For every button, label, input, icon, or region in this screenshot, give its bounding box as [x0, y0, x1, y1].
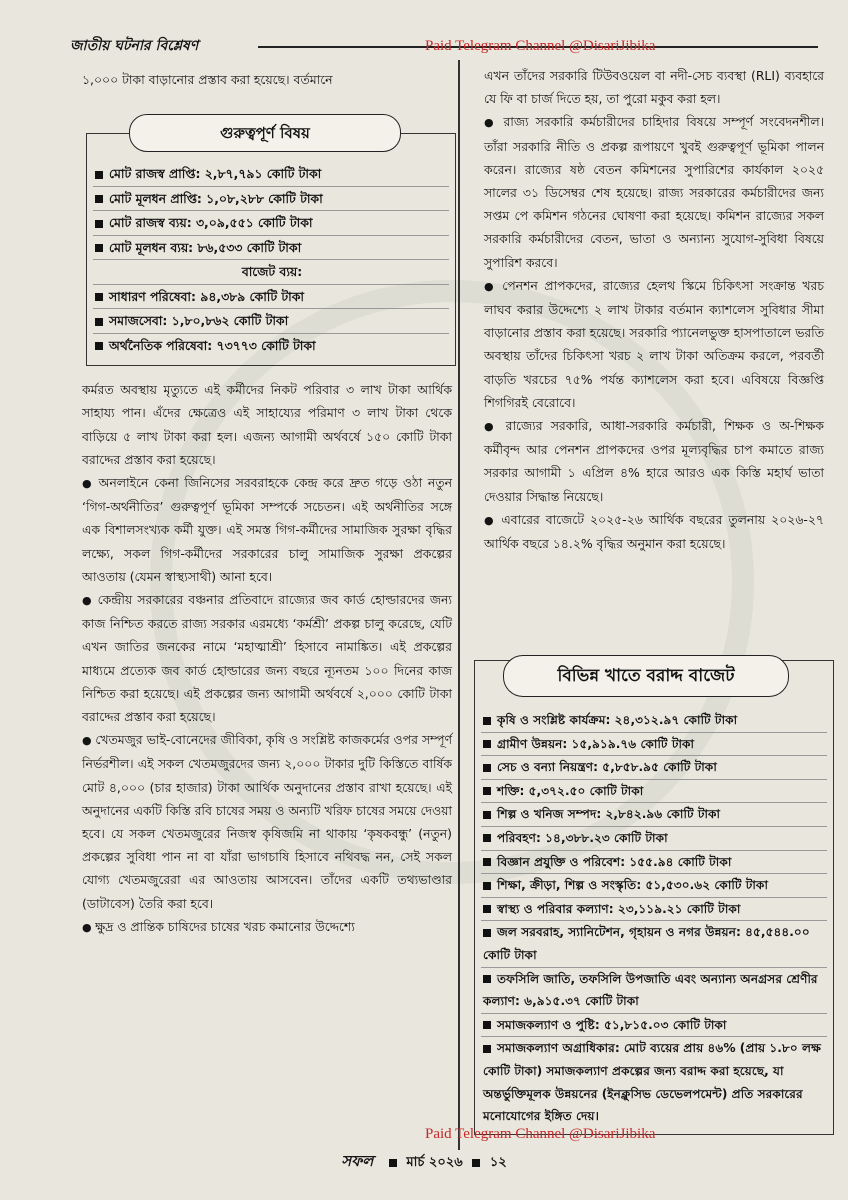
sector-budget-title: বিভিন্ন খাতে বরাদ্দ বাজেট [503, 655, 789, 697]
square-bullet-icon [483, 882, 491, 890]
square-bullet-icon [483, 764, 491, 772]
square-bullet-icon [483, 975, 491, 983]
square-bullet-icon [483, 905, 491, 913]
square-bullet-icon [483, 717, 491, 725]
box-row: বিজ্ঞান প্রযুক্তি ও পরিবেশ: ১৫৫.৯৪ কোটি টাকা [481, 851, 827, 875]
bullet-paragraph: ● অনলাইনে কেনা জিনিসের সরবরাহকে কেন্দ্র করে দ্রুত গড়ে ওঠা নতুন ‘গিগ-অর্থনীতির’ গুরুত্বপূর্ণ ভূমিকা সম্পর্কে সচেতন। এই অর্থনীতির সঙ্গে এক বিশালসংখ্যক কর্মী যুক্ত। এই সমস্ত গিগ-কর্মীদের সামাজিক সুরক্ষা বৃদ্ধির লক্ষ্যে, সকল গিগ-কর্মীদের সরকারের চালু সামাজিক সুরক্ষা প্রকল্পের আওতায় (যেমন স্বাস্থ্যসাথী) আনা হবে। [82, 471, 452, 588]
box-row: সমাজকল্যাণ অগ্রাধিকার: মোট ব্যয়ের প্রায় ৪৬% (প্রায় ১.৮০ লক্ষ কোটি টাকা) সমাজকল্যাণ প্রকল্পের জন্য বরাদ্দ করা হয়েছে, যা অন্তর্ভুক্তিমূলক উন্নয়নের (ইনক্লুসিভ ডেভেলপমেন্ট) প্রতি সরকারের মনোযোগের ইঙ্গিত দেয়। [483, 1041, 821, 1124]
box-row: মোট মূলধন প্রাপ্তি: ১,০৮,২৮৮ কোটি টাকা [93, 187, 449, 212]
paragraph: কর্মরত অবস্থায় মৃত্যুতে এই কর্মীদের নিকট পরিবার ৩ লাখ টাকা আর্থিক সাহায্য পান। এঁদের ক্ষেত্রেও এই সাহায্যের পরিমাণ ৩ লাখ টাকা থেকে বাড়িয়ে ৫ লাখ টাকা করা হল। এজন্য আগামী অর্থবর্ষে ১৫০ কোটি টাকা বরাদ্দের প্রস্তাব করা হয়েছে। [82, 382, 452, 467]
paragraph: এখন তাঁদের সরকারি টিউবওয়েল বা নদী-সেচ ব্যবস্থা (RLI) ব্যবহারে যে ফি বা চার্জ দিতে হয়, তা পুরো মকুব করা হল। [484, 68, 824, 107]
square-bullet-icon [483, 740, 491, 748]
box-row: পরিবহণ: ১৪,৩৮৮.২৩ কোটি টাকা [481, 827, 827, 851]
square-bullet-icon [95, 195, 103, 203]
box-row: শিল্প ও খনিজ সম্পদ: ২,৮৪২.৯৬ কোটি টাকা [481, 803, 827, 827]
column-divider [458, 60, 460, 1150]
issue-month: মার্চ ২০২৬ [406, 1155, 463, 1170]
box-row: কৃষি ও সংশ্লিষ্ট কার্যক্রম: ২৪,৩১২.৯৭ কোটি টাকা [481, 709, 827, 733]
bullet-paragraph: ● খেতমজুর ভাই-বোনেদের জীবিকা, কৃষি ও সংশ্লিষ্ট কাজকর্মের ওপর সম্পূর্ণ নির্ভরশীল। এই সকল খেতমজুরদের জন্য ২,০০০ টাকার দুটি কিস্তিতে বার্ষিক মোট ৪,০০০ (চার হাজার) টাকা আর্থিক অনুদানের প্রস্তাব রাখা হয়েছে। এই অনুদানের একটি কিস্তি রবি চাষের সময় ও অন্যটি খরিফ চাষের সময়ে দেওয়া হবে। যে সকল খেতমজুরের নিজস্ব কৃষিজমি না থাকায় ‘কৃষকবন্ধু’ (নতুন) প্রকল্পের সুবিধা পান না বা যাঁরা ভাগচাষি হিসাবে নথিবদ্ধ নন, সেই সকল যোগ্য খেতমজুরেরা এর আওতায় আসবেন। তাঁদের একটি তথ্যভাণ্ডার (ডাটাবেস) তৈরি করা হবে। [82, 728, 452, 915]
square-bullet-icon [95, 244, 103, 252]
magazine-logo: সফল [341, 1152, 374, 1170]
box-row: জল সরবরাহ, স্যানিটেশন, গৃহায়ন ও নগর উন্নয়ন: ৪৫,৫৪৪.০০ কোটি টাকা [481, 921, 827, 967]
square-bullet-icon [483, 858, 491, 866]
box-row: সেচ ও বন্যা নিয়ন্ত্রণ: ৫,৮৫৮.৯৫ কোটি টাকা [481, 756, 827, 780]
left-column [82, 68, 452, 939]
box-subheading: বাজেট ব্যয়: [93, 260, 449, 285]
square-bullet-icon [483, 787, 491, 795]
square-bullet-icon [483, 1045, 491, 1053]
important-topics-box [86, 124, 456, 366]
box-row: মোট রাজস্ব প্রাপ্তি: ২,৮৭,৭৯১ কোটি টাকা [93, 162, 449, 187]
box-row: শিক্ষা, ক্রীড়া, শিল্প ও সংস্কৃতি: ৫১,৫৩০.৬২ কোটি টাকা [481, 874, 827, 898]
telegram-watermark-bottom: Paid Telegram Channel @DisariJibika [425, 1126, 656, 1142]
square-bullet-icon [95, 342, 103, 350]
square-bullet-icon [483, 834, 491, 842]
square-bullet-icon [95, 293, 103, 301]
square-bullet-icon [95, 318, 103, 326]
page-number: ১২ [489, 1155, 507, 1170]
square-bullet-icon [472, 1159, 480, 1167]
telegram-watermark-top: Paid Telegram Channel @DisariJibika [425, 38, 656, 54]
box-row: সাধারণ পরিষেবা: ৯৪,৩৮৯ কোটি টাকা [93, 285, 449, 310]
box-row: শক্তি: ৫,৩৭২.৫০ কোটি টাকা [481, 780, 827, 804]
bullet-paragraph: ● কেন্দ্রীয় সরকারের বঞ্চনার প্রতিবাদে রাজ্যের জব কার্ড হোল্ডারদের জন্য কাজ নিশ্চিত করতে রাজ্য সরকার এরমধ্যে ‘কর্মশ্রী’ প্রকল্প চালু করেছে, যেটি এখন জাতির জনকের নামে ‘মহাত্মাশ্রী’ হিসাবে নামাঙ্কিত। এই প্রকল্পের মাধ্যমে প্রত্যেক জব কার্ড হোল্ডারের জন্য বছরে ন্যূনতম ১০০ দিনের কাজ নিশ্চিত করা হয়েছে। এই প্রকল্পের জন্য আগামী অর্থবর্ষে ২,০০০ কোটি টাকা বরাদ্দের প্রস্তাব করা হয়েছে। [82, 588, 452, 728]
box-row: স্বাস্থ্য ও পরিবার কল্যাণ: ২৩,১১৯.২১ কোটি টাকা [481, 898, 827, 922]
page-footer [0, 1150, 848, 1175]
box-row: সমাজসেবা: ১,৮০,৮৬২ কোটি টাকা [93, 309, 449, 334]
square-bullet-icon [483, 1021, 491, 1029]
bullet-paragraph: ● পেনশন প্রাপকদের, রাজ্যের হেলথ স্কিমে চিকিৎসা সংক্রান্ত খরচ লাঘব করার উদ্দেশ্যে ২ লাখ টাকার বর্তমান ক্যাশলেস সুবিধার সীমা বাড়ানোর প্রস্তাব করা হয়েছে। সরকারি প্যানেলভুক্ত হাসপাতালে ভরতি অবস্থায় তাঁদের চিকিৎসা খরচ ২ লাখ টাকা অতিক্রম করলে, পরবর্তী বাড়তি খরচের ৭৫% পর্যন্ত ক্যাশলেস করা হবে। এবিষয়ে বিজ্ঞপ্তি শিগগিরই বেরোবে। [484, 274, 824, 414]
box-row: গ্রামীণ উন্নয়ন: ১৫,৯১৯.৭৬ কোটি টাকা [481, 733, 827, 757]
important-topics-title: গুরুত্বপূর্ণ বিষয় [129, 114, 401, 152]
square-bullet-icon [483, 811, 491, 819]
square-bullet-icon [95, 220, 103, 228]
right-column [484, 64, 824, 555]
square-bullet-icon [95, 171, 103, 179]
intro-line: ১,০০০ টাকা বাড়ানোর প্রস্তাব করা হয়েছে। বর্তমানে [82, 72, 333, 87]
square-bullet-icon [389, 1159, 397, 1167]
bullet-paragraph: ● এবারের বাজেটে ২০২৫-২৬ আর্থিক বছরের তুলনায় ২০২৬-২৭ আর্থিক বছরে ১৪.২% বৃদ্ধির অনুমান করা হয়েছে। [484, 508, 824, 555]
box-row: অর্থনৈতিক পরিষেবা: ৭৩৭৭৩ কোটি টাকা [93, 334, 449, 358]
bullet-paragraph: ● ক্ষুদ্র ও প্রান্তিক চাষিদের চাষের খরচ কমানোর উদ্দেশ্যে [82, 915, 452, 939]
bullet-paragraph: ● রাজ্য সরকারি কর্মচারীদের চাহিদার বিষয়ে সম্পূর্ণ সংবেদনশীল। তাঁরা সরকারি নীতি ও প্রকল্প রূপায়ণে খুবই গুরুত্বপূর্ণ ভূমিকা পালন করেন। রাজ্যের ষষ্ঠ বেতন কমিশনের সুপারিশের কার্যকাল ২০২৫ সালের ৩১ ডিসেম্বর শেষ হয়েছে। রাজ্য সরকারের কর্মচারীদের জন্য সপ্তম পে কমিশন গঠনের ঘোষণা করা হয়েছে। কমিশন রাজ্যের সকল সরকারি কর্মচারীদের বেতন, ভাতা ও অন্যান্য সুযোগ-সুবিধা বিষয়ে সুপারিশ করবে। [484, 110, 824, 273]
box-row: সমাজকল্যাণ ও পুষ্টি: ৫১,৮১৫.০৩ কোটি টাকা [481, 1014, 827, 1038]
square-bullet-icon [483, 929, 491, 937]
section-title: জাতীয় ঘটনার বিশ্লেষণ [70, 38, 199, 54]
box-row: মোট রাজস্ব ব্যয়: ৩,০৯,৫৫১ কোটি টাকা [93, 211, 449, 236]
box-row: তফসিলি জাতি, তফসিলি উপজাতি এবং অন্যান্য অনগ্রসর শ্রেণীর কল্যাণ: ৬,৯১৫.৩৭ কোটি টাকা [481, 968, 827, 1014]
box-row: মোট মূলধন ব্যয়: ৮৬,৫৩৩ কোটি টাকা [93, 236, 449, 261]
sector-budget-box [474, 660, 834, 1135]
bullet-paragraph: ● রাজ্যের সরকারি, আধা-সরকারি কর্মচারী, শিক্ষক ও অ-শিক্ষক কর্মীবৃন্দ আর পেনশন প্রাপকদের ওপর মূল্যবৃদ্ধির চাপ কমাতে রাজ্য সরকার আগামী ১ এপ্রিল ৪% হারে আরও এক কিস্তি মহার্ঘ ভাতা দেওয়ার সিদ্ধান্ত নিয়েছে। [484, 414, 824, 508]
